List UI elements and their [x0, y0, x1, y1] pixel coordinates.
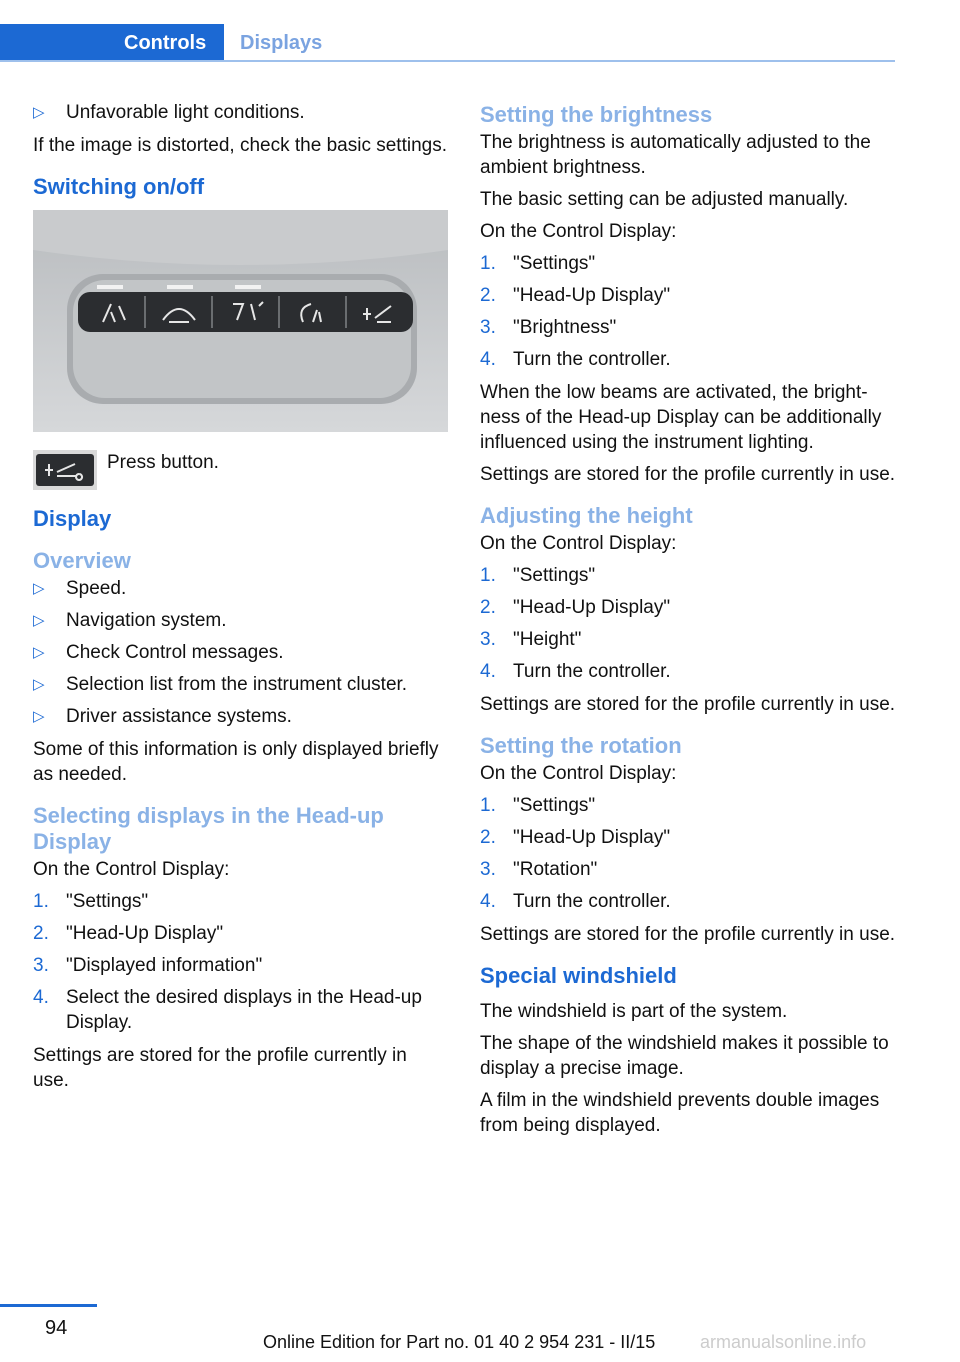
list-item: 4. Turn the controller. [480, 349, 671, 370]
paragraph: Some of this information is only displayed briefly as needed. [33, 739, 439, 785]
footer-divider [0, 1304, 97, 1307]
page-number: 94 [45, 1317, 68, 1339]
paragraph: A film in the windshield prevents double images from being displayed. [480, 1090, 880, 1136]
triangle-bullet-icon: ▷ [33, 708, 45, 725]
height-steps [480, 563, 900, 684]
press-button-text: Press button. [107, 452, 219, 473]
overview-list [33, 576, 448, 729]
paragraph: Settings are stored for the profile currently in use. [480, 924, 896, 945]
header-divider [0, 60, 895, 62]
selecting-steps [33, 889, 448, 1035]
list-item: 1. "Settings" [480, 795, 596, 816]
header-bar [0, 0, 895, 62]
tab-displays[interactable]: Displays [240, 32, 323, 54]
press-button-row [33, 450, 448, 490]
list-item: ▷ Speed. [33, 578, 127, 599]
subsection-title-selecting: Selecting displays in the Head-up Display [33, 803, 384, 854]
subsection-title-rotation: Setting the rotation [480, 733, 682, 758]
section-title-switching: Switching on/off [33, 174, 205, 199]
paragraph: On the Control Display: [480, 533, 677, 554]
left-column [33, 100, 448, 1100]
edition-text: Online Edition for Part no. 01 40 2 954 231 - II/15 [263, 1332, 656, 1352]
paragraph: The windshield is part of the system. [480, 1001, 788, 1022]
brightness-steps [480, 251, 900, 372]
list-item: 2. "Head-Up Display" [480, 285, 671, 306]
paragraph: When the low beams are activated, the brightness of the Head-up Display can be additionally influenced using the instrument lighting. [480, 382, 882, 453]
subsection-title-brightness: Setting the brightness [480, 102, 713, 127]
tab-controls[interactable] [0, 24, 224, 62]
list-item: 3. "Rotation" [480, 859, 598, 880]
list-item: 2. "Head-Up Display" [480, 597, 671, 618]
list-item: ▷ Selection list from the instrument cluster. [33, 674, 408, 695]
triangle-bullet-icon: ▷ [33, 644, 45, 661]
list-item: 3. "Height" [480, 629, 582, 650]
list-item: ▷ Check Control messages. [33, 642, 284, 663]
paragraph: The basic setting can be adjusted manually. [480, 189, 849, 210]
list-item: 1. "Settings" [480, 565, 596, 586]
list-item: 2. "Head-Up Display" [480, 827, 671, 848]
intro-list [33, 100, 448, 125]
triangle-bullet-icon: ▷ [33, 612, 45, 629]
list-item: 3. "Displayed information" [33, 955, 263, 976]
list-item: ▷ Navigation system. [33, 610, 227, 631]
paragraph: The brightness is automatically adjusted to the ambient brightness. [480, 132, 871, 178]
rotation-steps [480, 793, 900, 914]
paragraph: Settings are stored for the profile currently in use. [480, 464, 896, 485]
triangle-bullet-icon: ▷ [33, 104, 45, 121]
subsection-title-overview: Overview [33, 548, 131, 573]
button-panel-photo [33, 210, 448, 432]
paragraph: Settings are stored for the profile currently in use. [480, 694, 896, 715]
paragraph: The shape of the windshield makes it possible to display a precise image. [480, 1033, 889, 1079]
list-item: 2. "Head-Up Display" [33, 923, 224, 944]
section-title-windshield: Special windshield [480, 963, 677, 988]
list-item: ▷ Unfavorable light conditions. [33, 102, 305, 123]
paragraph: On the Control Display: [33, 859, 230, 880]
list-item: 3. "Brightness" [480, 317, 617, 338]
subsection-title-height: Adjusting the height [480, 503, 693, 528]
paragraph: On the Control Display: [480, 763, 677, 784]
paragraph: Settings are stored for the profile currently in use. [33, 1045, 407, 1091]
list-item: 4. Turn the controller. [480, 891, 671, 912]
section-title-display: Display [33, 506, 112, 531]
list-item: 4. Select the desired displays in the Head-up Display. [33, 987, 422, 1033]
tab-controls-label: Controls [124, 32, 207, 54]
paragraph: On the Control Display: [480, 221, 677, 242]
list-item: 1. "Settings" [33, 891, 149, 912]
list-item: 1. "Settings" [480, 253, 596, 274]
watermark: armanualsonline.info [700, 1332, 867, 1352]
triangle-bullet-icon: ▷ [33, 580, 45, 597]
hud-button-icon [33, 450, 97, 490]
paragraph: If the image is distorted, check the basic settings. [33, 135, 447, 156]
list-item: 4. Turn the controller. [480, 661, 671, 682]
triangle-bullet-icon: ▷ [33, 676, 45, 693]
right-column [480, 100, 900, 1145]
list-item: ▷ Driver assistance systems. [33, 706, 292, 727]
